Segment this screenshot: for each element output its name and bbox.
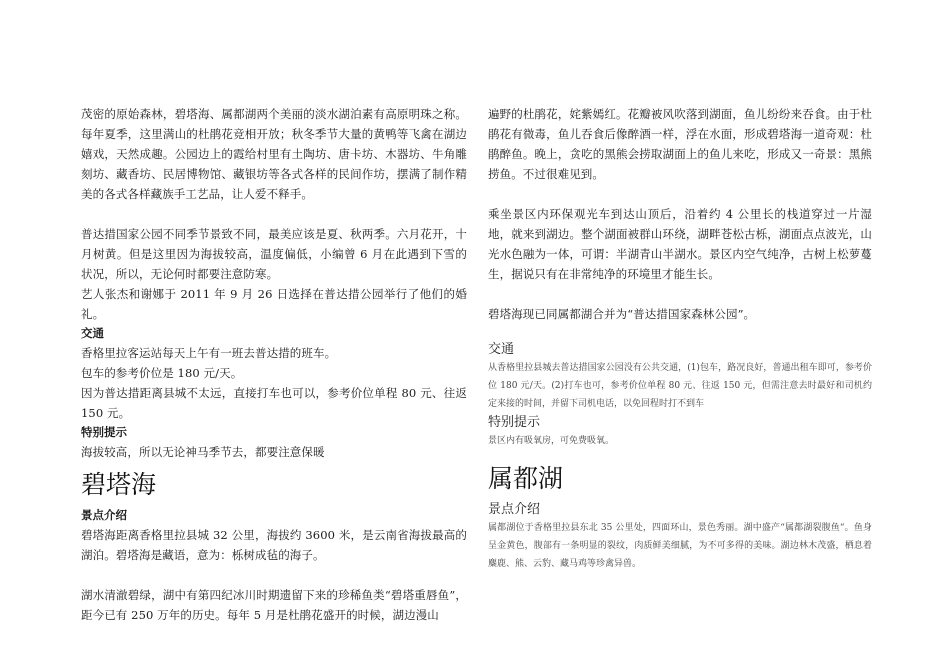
paragraph-gap [488,284,872,304]
shuduhu-intro: 属都湖位于香格里拉县东北 35 公里处，四面环山，景色秀丽。湖中盛产“属都湖裂腹鱼“。鱼身呈金黄色，腹部有一条明显的裂纹，肉质鲜美细腻，为不可多得的美味。湖边林木茂盛，栖息着麋鹿、熊、云豹、藏马鸡等珍禽异兽。 [488,523,872,569]
shuduhu-intro-heading: 景点介绍 [488,502,541,517]
merge-paragraph: 碧塔海现已同属都湖合并为“普达措国家森林公园”。 [488,307,756,321]
paragraph-gap [488,184,872,204]
intro-paragraph: 茂密的原始森林，碧塔海、属都湖两个美丽的淡水湖泊素有高原明珠之称。每年夏季，这里满山的杜鹃花竞相开放；秋冬季节大量的黄鸭等飞禽在湖边嬉戏，天然成趣。公园边上的霞给村里有土陶坊、唐卡坊、木器坊、牛角雕刻坊、藏香坊、民居博物馆、藏银坊等各式各样的民间作坊，摆满了制作精美的各式各样藏族手工艺品，让人爱不释手。 [81,107,467,201]
left-column [81,104,467,625]
season-paragraph: 普达措国家公园不同季节景致不同，最美应该是夏、秋两季。六月花开，十月树黄。但是这里因为海拔较高，温度偏低，小编曾 6 月在此遇到下雪的状况，所以，无论何时都要注意防寒。 [81,227,467,281]
boardwalk-paragraph: 乘坐景区内环保观光车到达山顶后，沿着约 4 公里长的栈道穿过一片湿地，就来到湖边。整个湖面被群山环绕，湖畔苍松古栎，湖面点点波光，山光水色融为一体，可谓：半湖青山半湖水。景区内空气纯净，古树上松萝蔓生，据说只有在非常纯净的环境里才能生长。 [488,207,872,281]
transport-heading: 交通 [81,326,104,340]
tips-heading: 特别提示 [488,415,541,430]
paragraph-gap [81,565,467,585]
wedding-paragraph: 艺人张杰和谢娜于 2011 年 9 月 26 日选择在普达措公园举行了他们的婚礼。 [81,287,467,321]
rhododendron-paragraph: 遍野的杜鹃花，姹紫嫣红。花瓣被风吹落到湖面，鱼儿纷纷来吞食。由于杜鹃花有微毒，鱼儿吞食后像醉酒一样，浮在水面，形成碧塔海一道奇观：杜鹃醉鱼。晚上，贪吃的黑熊会捞取湖面上的鱼儿来吃，形成又一奇景：黑熊捞鱼。不过很难见到。 [488,107,872,181]
bitahai-intro: 碧塔海距离香格里拉县城 32 公里，海拔约 3600 米，是云南省海拔最高的湖泊。碧塔海是藏语，意为：栎树成毡的海子。 [81,528,467,562]
tips-heading: 特别提示 [81,425,127,439]
paragraph-gap [488,324,872,340]
transport-line-taxi: 因为普达措距离县城不太远，直接打车也可以，参考价位单程 80 元、往返 150 元。 [81,386,467,420]
transport-line-charter: 包车的参考价位是 180 元/天。 [81,366,243,380]
transport-text: 从香格里拉县城去普达措国家公园没有公共交通，(1)包车，路况良好，普通出租车即可，参考价位 180 元/天。(2)打车也可，参考价位单程 80 元、往返 150 元，但需注意去时最好和司机约定来接的时间，并留下司机电话，以免回程时打不到车 [488,363,872,409]
paragraph-gap [81,204,467,224]
bitahai-title: 碧塔海 [81,470,157,499]
tips-text: 海拔较高，所以无论神马季节去，都要注意保暖 [81,445,325,459]
bitahai-lake-paragraph: 湖水清澈碧绿，湖中有第四纪冰川时期遗留下来的珍稀鱼类“碧塔重唇鱼”，距今已有 250 万年的历史。每年 5 月是杜鹃花盛开的时候，湖边漫山 [81,588,467,622]
transport-heading: 交通 [488,342,515,357]
right-column [488,104,872,573]
bitahai-intro-heading: 景点介绍 [81,508,127,522]
transport-line-bus: 香格里拉客运站每天上午有一班去普达措的班车。 [81,346,337,360]
tips-text: 景区内有吸氧房，可免费吸氧。 [488,436,615,446]
shuduhu-title: 属都湖 [488,464,564,493]
